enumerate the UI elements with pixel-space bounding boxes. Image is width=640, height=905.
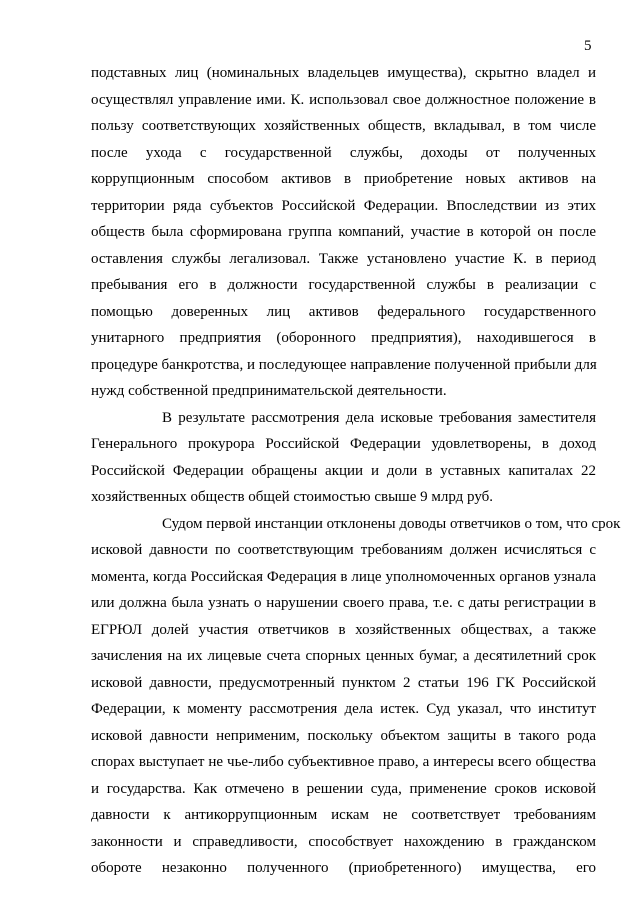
text-line: после ухода с государственной службы, доходы от полученных xyxy=(91,144,596,161)
paragraph-1 xyxy=(91,60,596,405)
text-line: нужд собственной предпринимательской деятельности. xyxy=(91,383,447,399)
text-line: Российской Федерации обращены акции и доли в уставных капиталах 22 xyxy=(91,462,596,479)
text-line: территории ряда субъектов Российской Федерации. Впоследствии из этих xyxy=(91,197,596,214)
text-line: процедуре банкротства, и последующее направление полученной прибыли для xyxy=(91,356,597,373)
paragraph-2 xyxy=(91,405,596,511)
text-line: осуществлял управление ими. К. использовал свое должностное положение в xyxy=(91,91,596,108)
text-line: пребывания его в должности государственной службы в реализации с xyxy=(91,277,596,293)
page-number: 5 xyxy=(584,38,592,54)
text-line: обороте незаконно полученного (приобретенного) имущества, его xyxy=(91,860,596,876)
text-line: зачисления на их лицевые счета спорных ценных бумаг, а десятилетний срок xyxy=(91,648,596,664)
text-line: подставных лиц (номинальных владельцев имущества), скрытно владел и xyxy=(91,65,596,81)
text-line: исковой давности, предусмотренный пунктом 2 статьи 196 ГК Российской xyxy=(91,674,596,691)
text-line: оставления службы легализовал. Также установлено участие К. в период xyxy=(91,250,596,267)
text-line: исковой давности по соответствующим требованиям должен исчисляться с xyxy=(91,542,596,558)
text-line: пользу соответствующих хозяйственных обществ, вкладывал, в том числе xyxy=(91,118,596,134)
text-line: спорах выступает не чье-либо субъективное право, а интересы всего общества xyxy=(91,754,596,770)
text-line: Генерального прокурора Российской Федерации удовлетворены, в доход xyxy=(91,436,596,452)
text-line: и государства. Как отмечено в решении суда, применение сроков исковой xyxy=(91,780,596,797)
text-line: ЕГРЮЛ долей участия ответчиков в хозяйственных обществах, а также xyxy=(91,621,596,638)
text-line: законности и справедливости, способствует нахождению в гражданском xyxy=(91,833,596,850)
text-line: помощью доверенных лиц активов федерального государственного xyxy=(91,303,596,320)
text-line: момента, когда Российская Федерация в лице уполномоченных органов узнала xyxy=(91,568,596,585)
text-line: давности к антикоррупционным искам не соответствует требованиям xyxy=(91,807,596,823)
text-line: или должна была узнать о нарушении своего права, т.е. с даты регистрации в xyxy=(91,595,596,611)
text-line: В результате рассмотрения дела исковые требования заместителя xyxy=(162,409,596,426)
paragraph-3 xyxy=(91,511,621,882)
text-line: исковой давности неприменим, поскольку объектом защиты в такого рода xyxy=(91,727,596,744)
text-line: обществ была сформирована группа компаний, участие в которой он после xyxy=(91,224,596,240)
text-line: коррупционным способом активов в приобретение новых активов на xyxy=(91,171,596,187)
text-line: хозяйственных обществ общей стоимостью свыше 9 млрд руб. xyxy=(91,489,493,505)
text-line: Судом первой инстанции отклонены доводы ответчиков о том, что срок xyxy=(162,515,621,532)
text-line: унитарного предприятия (оборонного предприятия), находившегося в xyxy=(91,330,596,346)
text-line: Федерации, к моменту рассмотрения дела истек. Суд указал, что институт xyxy=(91,701,596,717)
document-body xyxy=(91,60,621,882)
